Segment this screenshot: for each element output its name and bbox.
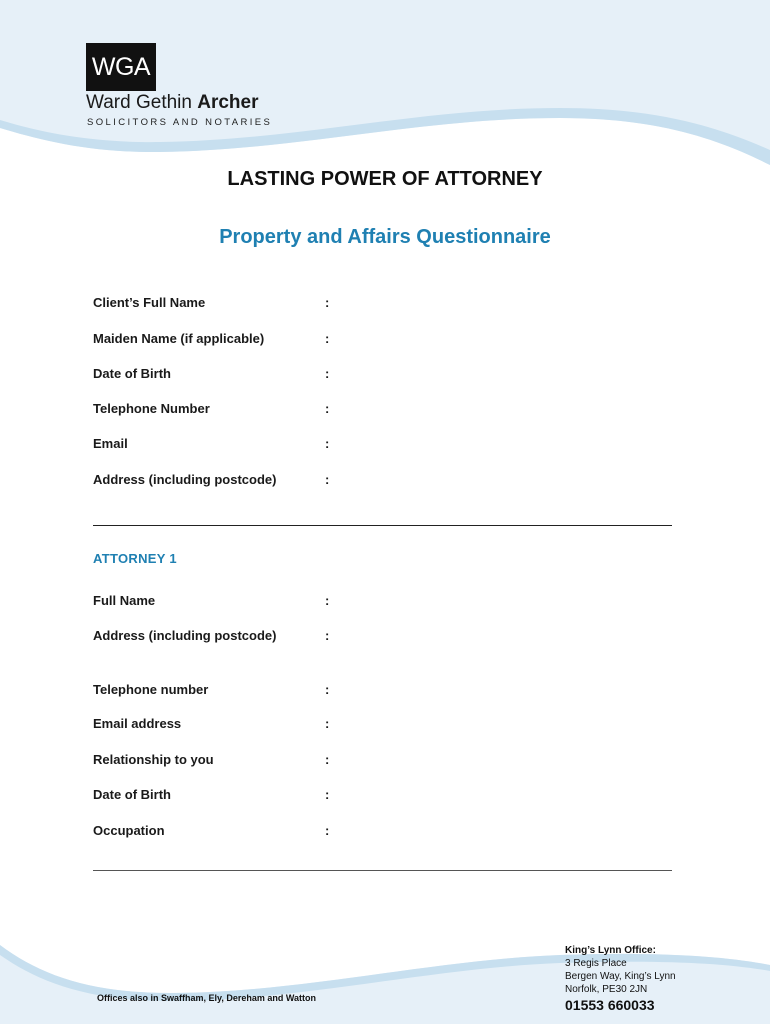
client-full-name-label: Client’s Full Name (93, 295, 206, 310)
office-address-line-3: Norfolk, PE30 2JN (565, 984, 648, 995)
attorney-1-heading: ATTORNEY 1 (93, 551, 177, 566)
office-title: King’s Lynn Office: (565, 945, 656, 956)
attorney-telephone-colon: : (325, 682, 330, 697)
office-contact-block (565, 944, 676, 1012)
client-address-colon: : (325, 472, 330, 487)
logo-mark: WGA (86, 43, 156, 91)
attorney-relationship-colon: : (325, 752, 330, 767)
attorney-email-colon: : (325, 716, 330, 731)
client-email-colon: : (325, 436, 330, 451)
client-email-label: Email (93, 436, 128, 451)
maiden-name-colon: : (325, 331, 330, 346)
attorney-full-name-label: Full Name (93, 593, 156, 608)
section-divider (93, 525, 672, 526)
logo-firm-name (86, 92, 258, 114)
logo-tagline: SOLICITORS AND NOTARIES (87, 117, 273, 128)
client-dob-colon: : (325, 366, 330, 381)
section-divider-bottom (93, 870, 672, 871)
attorney-dob-label: Date of Birth (93, 787, 171, 802)
office-address-line-2: Bergen Way, King’s Lynn (565, 971, 676, 982)
document-title: LASTING POWER OF ATTORNEY (227, 168, 543, 190)
attorney-address-label: Address (including postcode) (93, 628, 277, 643)
document-subtitle: Property and Affairs Questionnaire (219, 226, 551, 248)
client-telephone-label: Telephone Number (93, 401, 210, 416)
logo-name-regular: Ward Gethin (86, 92, 198, 113)
attorney-full-name-colon: : (325, 593, 330, 608)
attorney-dob-colon: : (325, 787, 330, 802)
client-address-label: Address (including postcode) (93, 472, 277, 487)
client-full-name-colon: : (325, 295, 330, 310)
attorney-occupation-colon: : (325, 823, 330, 838)
attorney-email-label: Email address (93, 716, 182, 731)
attorney-relationship-label: Relationship to you (93, 752, 214, 767)
office-phone: 01553 660033 (565, 997, 655, 1013)
client-telephone-colon: : (325, 401, 330, 416)
other-offices-note: Offices also in Swaffham, Ely, Dereham and Watton (97, 993, 317, 1003)
office-address-line-1: 3 Regis Place (565, 958, 627, 969)
logo-name-bold: Archer (197, 92, 259, 113)
attorney-telephone-label: Telephone number (93, 682, 209, 697)
attorney-occupation-label: Occupation (93, 823, 165, 838)
attorney-address-colon: : (325, 628, 330, 643)
maiden-name-label: Maiden Name (if applicable) (93, 331, 265, 346)
client-dob-label: Date of Birth (93, 366, 171, 381)
